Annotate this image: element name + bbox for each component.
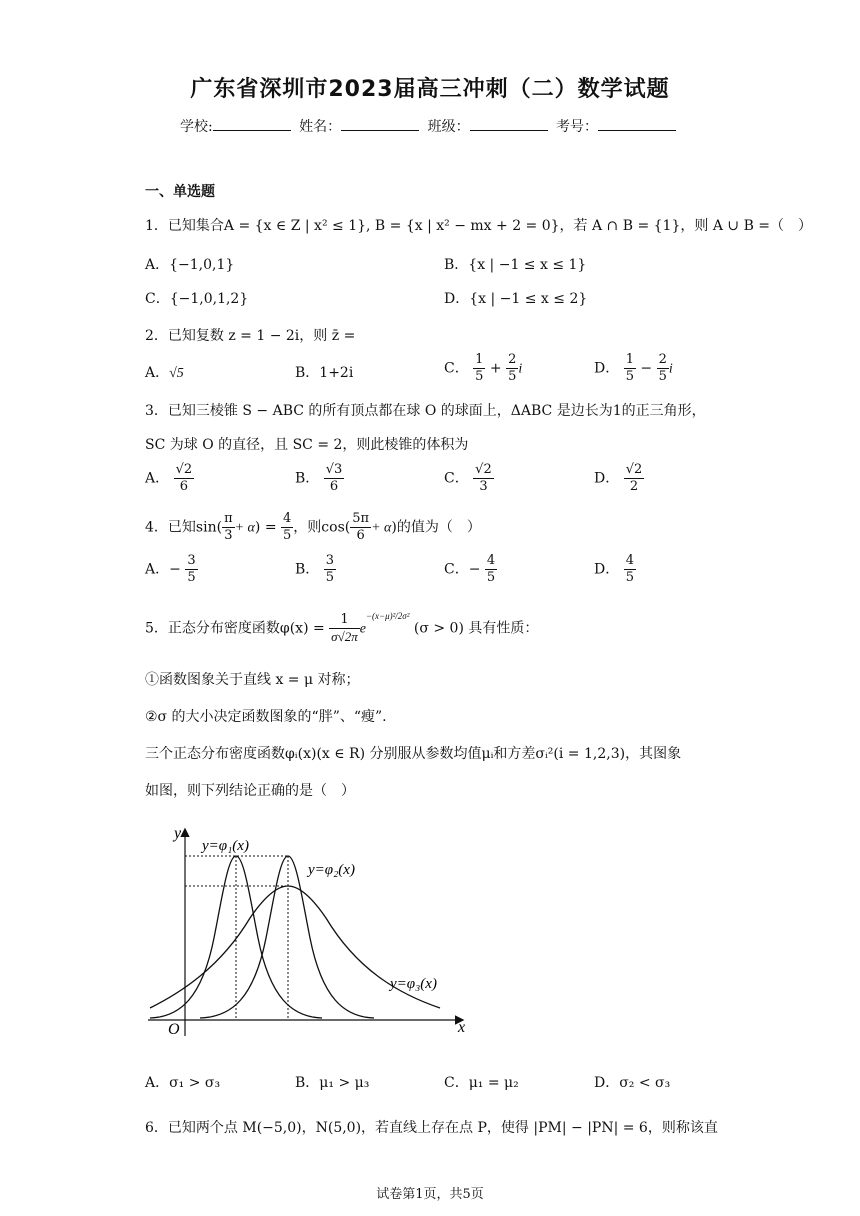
q2-c-fraction-2: [506, 352, 518, 385]
minus-sign: −: [640, 360, 653, 377]
numerator: 4: [486, 553, 496, 568]
class-blank: [470, 116, 548, 131]
page-footer: 试卷第1页，共5页: [376, 1187, 484, 1202]
numerator: √2: [175, 462, 193, 477]
q1-option-a: A．{−1,0,1}: [145, 257, 235, 273]
exponent: −(x−μ)²/2σ²: [365, 610, 410, 621]
curve-label-phi-2: y=φ₂(x): [308, 862, 355, 878]
denominator: 5: [486, 570, 496, 585]
q2-option-c-label: C．: [444, 360, 469, 377]
q5-prefix: 5．正态分布密度函数φ(x) =: [145, 620, 325, 637]
numerator: π: [224, 511, 233, 526]
q5-option-a: A．σ₁ > σ₃: [145, 1075, 221, 1091]
q5-option-d: D．σ₂ < σ₃: [594, 1075, 671, 1091]
q4-option-a: [145, 553, 198, 586]
denominator: 5: [475, 369, 484, 384]
q4-fraction-5pi-6: [350, 511, 371, 544]
q4-d-fraction: [624, 553, 636, 586]
option-label: C．: [444, 470, 469, 487]
q5-suffix: (σ > 0) 具有性质：: [413, 620, 539, 637]
imaginary-unit: i: [668, 361, 673, 377]
section-heading: 一、单选题: [145, 184, 215, 200]
option-label: D．: [594, 470, 620, 487]
page-title: 广东省深圳市2023届高三冲刺（二）数学试题: [190, 77, 670, 102]
q4-fraction-4-5: [281, 511, 293, 544]
denominator: 3: [224, 528, 233, 543]
denominator: 3: [479, 479, 488, 494]
denominator: 6: [179, 479, 188, 494]
numerator: 1: [329, 612, 360, 629]
q2-option-a: [145, 362, 184, 382]
name-label: 姓名：: [299, 119, 342, 135]
q4-option-b: [295, 553, 336, 586]
equals-sign: =: [264, 519, 277, 536]
q4-b-fraction: [324, 553, 336, 586]
denominator: 5: [283, 528, 292, 543]
q2-option-d: [594, 352, 673, 385]
curve-phi-2: [200, 856, 374, 1018]
euler-e: e: [359, 621, 366, 637]
denominator: 5: [187, 570, 196, 585]
denominator: 2: [629, 479, 639, 494]
q5-line-3: 三个正态分布密度函数φᵢ(x)(x ∈ R) 分别服从参数均值μᵢ和方差σᵢ²(i = 1,2,3)，其图象: [145, 746, 682, 762]
q4-option-c: [444, 553, 497, 586]
q2-option-a-label: A．: [145, 365, 170, 381]
q5-option-c: C．μ₁ = μ₂: [444, 1075, 519, 1091]
q4-a-fraction: [185, 553, 197, 586]
q4-suffix: 的值为（ ）: [396, 519, 481, 536]
q1-option-b: B．{x | −1 ≤ x ≤ 1}: [444, 257, 587, 273]
denominator: 5: [658, 369, 667, 384]
q2-option-b: B．1+2i: [295, 365, 354, 381]
question-4-stem: 4．已知sin( $\frac{\pi}{3}$ + α) = $\frac{4}{5}$ ，则cos( $\frac{5\pi}{6}$ + α)的值为（ ）: [145, 511, 481, 543]
q4-middle: ，则cos: [293, 519, 345, 536]
numerator: 4: [283, 511, 292, 526]
q5-normal-coefficient: [329, 612, 360, 645]
y-axis-label: y: [174, 825, 182, 842]
question-3-line-2: SC 为球 O 的直径，且 SC = 2，则此棱锥的体积为: [145, 437, 469, 453]
q3-c-fraction: [473, 462, 494, 495]
numerator: 5π: [352, 511, 370, 526]
denominator: 5: [625, 570, 634, 585]
numerator: √2: [475, 462, 492, 477]
q4-prefix: 4．已知sin: [145, 519, 217, 536]
option-label: B．: [295, 470, 320, 487]
class-label: 班级：: [427, 119, 470, 135]
q1-option-d: D．{x | −1 ≤ x ≤ 2}: [444, 291, 588, 307]
q3-b-fraction: [324, 462, 345, 495]
numerator: 2: [508, 352, 517, 367]
school-label: 学校:: [179, 119, 213, 135]
imaginary-unit: i: [518, 361, 523, 377]
curve-label-phi-1: y=φ₁(x): [202, 838, 249, 854]
numerator: 1: [475, 352, 484, 367]
option-label: C．: [444, 561, 469, 578]
exam-number-label: 考号：: [556, 119, 599, 135]
q4-plus-alpha: + α: [234, 520, 255, 536]
curve-label-phi-3: y=φ₃(x): [390, 976, 437, 992]
numerator: 3: [325, 553, 335, 568]
q5-option-b: B．μ₁ > μ₃: [295, 1075, 370, 1091]
numerator: √2: [625, 462, 643, 477]
q4-plus-alpha-2: + α: [371, 520, 392, 536]
option-label: A．: [145, 470, 170, 487]
q5-property-2: ②σ 的大小决定函数图象的“胖”、“瘦”.: [145, 709, 387, 725]
school-blank: [213, 116, 291, 131]
denominator: 5: [325, 570, 335, 585]
normal-distribution-graph: [140, 818, 480, 1048]
exam-number-blank: [598, 116, 676, 131]
q2-d-fraction-2: [657, 352, 669, 385]
question-3-line-1: 3．已知三棱锥 S − ABC 的所有顶点都在球 O 的球面上，ΔABC 是边长为1的正三角形，: [145, 403, 706, 419]
q3-a-fraction: [174, 462, 195, 495]
x-axis-label: x: [458, 1019, 466, 1036]
q4-fraction-pi-3: [222, 511, 235, 544]
student-info-fields: [0, 116, 860, 136]
denominator: 6: [356, 528, 365, 543]
numerator: 3: [187, 553, 196, 568]
denominator: 5: [625, 369, 634, 384]
q3-option-c: [444, 462, 494, 495]
q3-d-fraction: [624, 462, 645, 495]
option-label: A．: [145, 561, 170, 578]
q2-option-a-value: √5: [169, 366, 184, 381]
numerator: 1: [625, 352, 634, 367]
numerator: 2: [658, 352, 667, 367]
q3-option-b: [295, 462, 344, 495]
question-5-stem: [145, 612, 538, 645]
q2-c-fraction-1: [473, 352, 485, 385]
name-blank: [341, 116, 419, 131]
q5-property-1: ①函数图象关于直线 x = μ 对称；: [145, 672, 360, 688]
q5-line-4: 如图，则下列结论正确的是（ ）: [145, 783, 355, 799]
denominator: σ√2π: [331, 629, 358, 644]
origin-label: O: [168, 1021, 180, 1038]
q2-option-c: [444, 352, 522, 385]
denominator: 5: [508, 369, 517, 384]
numerator: √3: [325, 462, 343, 477]
q4-option-d: [594, 553, 636, 586]
q3-option-a: [145, 462, 194, 495]
plus-sign: +: [489, 360, 502, 377]
option-label: B．: [295, 561, 320, 578]
q3-option-d: [594, 462, 644, 495]
sign: −: [468, 561, 481, 578]
sign: −: [169, 561, 181, 578]
option-label: D．: [594, 561, 620, 578]
q2-d-fraction-1: [624, 352, 636, 385]
q2-option-d-label: D．: [594, 360, 620, 377]
numerator: 4: [625, 553, 634, 568]
denominator: 6: [329, 479, 339, 494]
question-6-stem: 6．已知两个点 M(−5,0)，N(5,0)，若直线上存在点 P，使得 |PM| − |PN| = 6，则称该直: [145, 1120, 718, 1136]
q1-option-c: C．{−1,0,1,2}: [145, 291, 249, 307]
question-1-stem: 1．已知集合A = {x ∈ Z | x² ≤ 1}, B = {x | x² − mx + 2 = 0}，若 A ∩ B = {1}，则 A ∪ B =（ ）: [145, 218, 813, 234]
q4-c-fraction: [485, 553, 497, 586]
question-2-stem: 2．已知复数 z = 1 − 2i，则 z̄ =: [145, 328, 356, 344]
